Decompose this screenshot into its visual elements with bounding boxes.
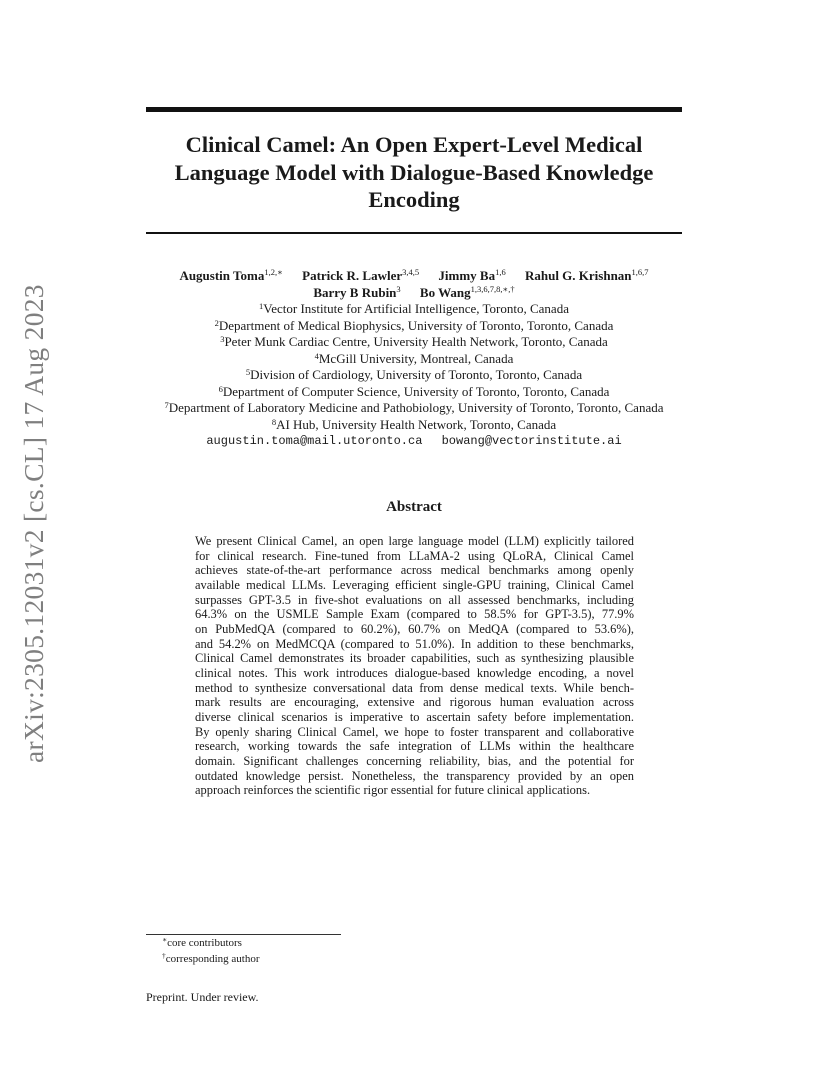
author-affiliation-marks: 1,2,∗ (264, 267, 283, 277)
author-name: Barry B Rubin (313, 284, 397, 300)
affiliation-number: 7 (164, 400, 169, 410)
abstract-line: 64.3% on the USMLE Sample Exam (compared to 58.5% for GPT-3.5), 77.9% (195, 607, 634, 622)
affiliation-number: 6 (218, 383, 223, 394)
affiliation (100, 367, 728, 384)
email-address[interactable]: bowang@vectorinstitute.ai (441, 434, 622, 448)
author-block (100, 268, 728, 450)
abstract-line: mark results are encouraging, extensive and rigorous human evaluation across (195, 695, 634, 710)
author (438, 268, 505, 283)
footnote-text: core contributors (167, 937, 242, 949)
affiliation-number: 5 (245, 367, 251, 377)
footnotes (162, 936, 260, 967)
title-line: Clinical Camel: An Open Expert-Level Medical (185, 132, 643, 157)
affiliation (100, 301, 728, 318)
author-name: Augustin Toma (179, 268, 265, 283)
affiliation (100, 351, 728, 368)
affiliation (100, 417, 728, 434)
author-line (100, 285, 728, 302)
abstract-body (195, 534, 634, 798)
author-name: Bo Wang (419, 284, 471, 300)
abstract-line: and 54.2% on MedMCQA (compared to 51.0%). In addition to these benchmarks, (195, 636, 634, 651)
abstract-line: research, working towards the safe integration of LLMs within the healthcare (195, 739, 634, 754)
abstract-line: clinical notes. This work introduces dialogue-based knowledge encoding, a novel (195, 665, 634, 680)
author (313, 285, 400, 300)
abstract-line: method to synthesize conversational data from dense medical texts. While bench- (195, 680, 634, 695)
abstract-line: achieves state-of-the-art performance across medical benchmarks among openly (195, 563, 634, 578)
title-line: Language Model with Dialogue-Based Knowledge (174, 159, 654, 185)
abstract-line: Clinical Camel demonstrates its broader capabilities, such as synthesizing plausible (195, 651, 634, 666)
email-line (100, 433, 728, 450)
abstract-line: We present Clinical Camel, an open large language model (LLM) explicitly tailored (195, 534, 634, 548)
affiliation-text: McGill University, Montreal, Canada (318, 350, 514, 366)
abstract-line: diverse clinical scenarios is imperative to ascertain safety before implementation. (195, 709, 634, 724)
affiliation-text: Peter Munk Cardiac Centre, University Health Network, Toronto, Canada (224, 334, 608, 349)
footnote-mark: ∗ (162, 935, 168, 944)
author (525, 268, 649, 283)
abstract-line: on PubMedQA (compared to 60.2%), 60.7% on MedQA (compared to 53.6%), (195, 621, 634, 636)
affiliation (100, 334, 728, 351)
affiliation-text: Department of Computer Science, University of Toronto, Toronto, Canada (222, 383, 610, 399)
author-name: Patrick R. Lawler (302, 268, 403, 283)
author-affiliation-marks: 1,6,7 (631, 267, 649, 277)
paper-title (146, 131, 682, 214)
author-affiliation-marks: 3,4,5 (402, 267, 420, 277)
email-address[interactable]: augustin.toma@mail.utoronto.ca (206, 434, 423, 448)
abstract-line: available medical LLMs. Leveraging efficient single-GPU training, Clinical Camel (195, 577, 634, 592)
affiliation-number: 3 (220, 334, 225, 344)
affiliation-text: AI Hub, University Health Network, Toronto, Canada (276, 416, 557, 432)
affiliation-number: 8 (271, 416, 277, 427)
affiliation-text: Division of Cardiology, University of Toronto, Toronto, Canada (250, 367, 583, 382)
author-line (100, 268, 728, 285)
author-name: Rahul G. Krishnan (524, 268, 632, 283)
author-affiliation-marks: 1,6 (495, 267, 506, 277)
affiliation-number: 1 (259, 301, 264, 311)
affiliation-number: 2 (214, 317, 219, 328)
abstract-heading: Abstract (386, 499, 442, 515)
abstract-line: By openly sharing Clinical Camel, we hope to foster transparent and collaborative (195, 724, 634, 739)
affiliation (100, 384, 728, 401)
author-affiliation-marks: 1,3,6,7,8,∗,† (470, 283, 515, 294)
abstract-line: domain. Significant challenges concerning reliability, bias, and the potential for (195, 753, 634, 768)
author (302, 268, 419, 283)
affiliation-number: 4 (314, 350, 319, 361)
affiliation-text: Vector Institute for Artificial Intelligence, Toronto, Canada (263, 301, 569, 316)
footnote-text: corresponding author (165, 952, 260, 965)
title-top-rule (146, 107, 682, 112)
arxiv-identifier: arXiv:2305.12031v2 [cs.CL] 17 Aug 2023 (18, 284, 49, 763)
preprint-note: Preprint. Under review. (146, 990, 259, 1004)
affiliation (100, 400, 728, 417)
author (420, 285, 515, 300)
affiliation (100, 318, 728, 335)
abstract-line: for clinical research. Fine-tuned from LLaMA-2 using QLoRA, Clinical Camel (195, 548, 634, 563)
title-bottom-rule (146, 232, 682, 234)
title-line: Encoding (368, 187, 460, 212)
footnote (162, 952, 260, 968)
abstract-line: outdated knowledge persist. Nonetheless, the transparency provided by an open (195, 768, 634, 783)
abstract-line: surpasses GPT-3.5 in five-shot evaluations on all assessed benchmarks, including (195, 592, 634, 607)
author (179, 268, 282, 283)
footnote-mark: † (162, 950, 166, 960)
affiliation-text: Department of Medical Biophysics, University of Toronto, Toronto, Canada (218, 317, 614, 333)
author-name: Jimmy Ba (438, 268, 496, 283)
author-affiliation-marks: 3 (396, 283, 401, 294)
affiliation-text: Department of Laboratory Medicine and Pathobiology, University of Toronto, Toronto, Canada (168, 400, 664, 415)
footnote (162, 936, 260, 952)
abstract-line: approach reinforces the scientific rigor essential for future clinical applications. (195, 783, 591, 798)
footnote-rule (146, 934, 341, 935)
